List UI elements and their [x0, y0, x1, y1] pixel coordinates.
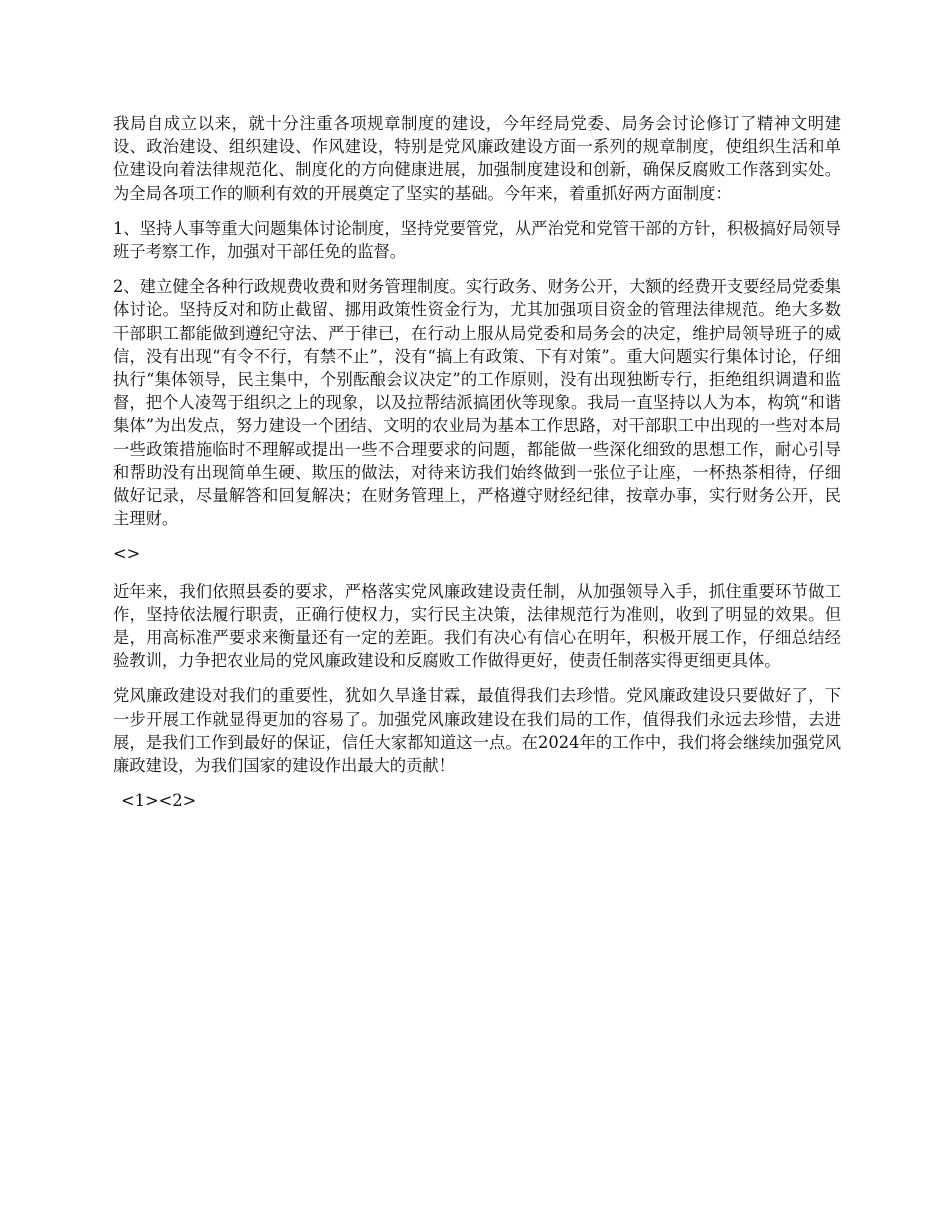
- paragraph-item-2: 2、建立健全各种行政规费收费和财务管理制度。实行政务、财务公开，大额的经费开支要经局党委集体讨论。坚持反对和防止截留、挪用政策性资金行为，尤其加强项目资金的管理法律规范。绝大多数干部职工都能做到遵纪守法、严于律已，在行动上服从局党委和局务会的决定，维护局领导班子的威信，没有出现“有令不行，有禁不止”，没有“搞上有政策、下有对策”。重大问题实行集体讨论，仔细执行“集体领导，民主集中，个别酝酿会议决定”的工作原则，没有出现独断专行，拒绝组织调遣和监督，把个人凌驾于组织之上的现象，以及拉帮结派搞团伙等现象。我局一直坚持以人为本，构筑“和谐集体”为出发点，努力建设一个团结、文明的农业局为基本工作思路，对干部职工中出现的一些对本局一些政策措施临时不理解或提出一些不合理要求的问题，都能做一些深化细致的思想工作，耐心引导和帮助没有出现简单生硬、欺压的做法，对待来访我们始终做到一张位子让座，一杯热茶相待，仔细做好记录，尽量解答和回复解决；在财务管理上，严格遵守财经纪律，按章办事，实行财务公开，民主理财。: [113, 277, 841, 529]
- page-links[interactable]: <1><2>: [121, 791, 197, 811]
- paragraph-conclusion: 党风廉政建设对我们的重要性，犹如久旱逢甘霖，最值得我们去珍惜。党风廉政建设只要做好了，下一步开展工作就显得更加的容易了。加强党风廉政建设在我们局的工作，值得我们永远去珍惜，去进展，是我们工作到最好的保证，信任大家都知道这一点。在2024年的工作中，我们将会继续加强党风廉政建设，为我们国家的建设作出最大的贡献！: [113, 686, 841, 776]
- paragraph-item-1: 1、坚持人事等重大问题集体讨论制度，坚持党要管党，从严治党和党管干部的方针，积极搞好局领导班子考察工作，加强对干部任免的监督。: [113, 218, 841, 262]
- paragraph-regulations-intro: 我局自成立以来，就十分注重各项规章制度的建设，今年经局党委、局务会讨论修订了精神文明建设、政治建设、组织建设、作风建设，特别是党风廉政建设方面一系列的规章制度，使组织生活和单位建设向着法律规范化、制度化的方向健康进展，加强制度建设和创新，确保反腐败工作落到实处。为全局各项工作的顺利有效的开展奠定了坚实的基础。今年来，着重抓好两方面制度：: [113, 114, 841, 203]
- section-marker: <>: [113, 544, 141, 564]
- paragraph-recent-years: 近年来，我们依照县委的要求，严格落实党风廉政建设责任制，从加强领导入手，抓住重要环节做工作，坚持依法履行职责，正确行使权力，实行民主决策，法律规范行为准则，收到了明显的效果。但是，用高标准严要求来衡量还有一定的差距。我们有决心有信心在明年，积极开展工作，仔细总结经验教训，力争把农业局的党风廉政建设和反腐败工作做得更好，使责任制落实得更细更具体。: [113, 581, 841, 671]
- document-body: [113, 112, 841, 812]
